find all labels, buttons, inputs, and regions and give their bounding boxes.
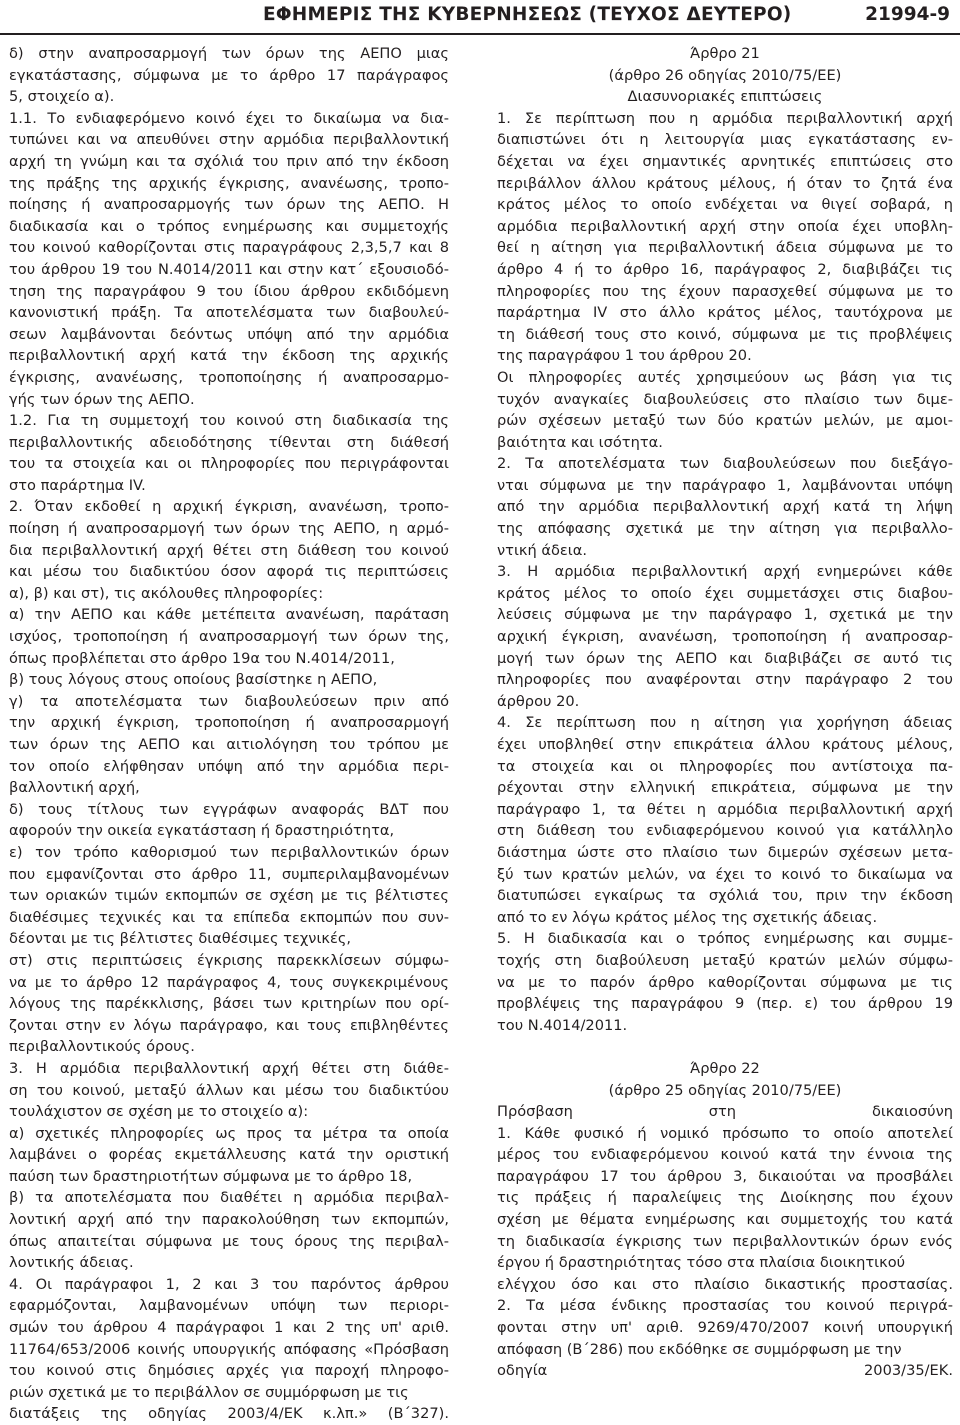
text-line: της απόφασης σχετικά με την αίτηση για περιβαλλο- — [497, 520, 953, 538]
text-line: ση του κοινού, μεταξύ άλλων και μέσω του διαδικτύου — [9, 1081, 449, 1099]
text-line: λεύσεις σύμφωνα με την παράγραφο 1, σχετικά με την — [497, 606, 953, 624]
text-line: τηση της παραγράφου 9 του ίδιου άρθρου εκδιδόμενη — [9, 282, 449, 300]
text-line: μέρος του ενδιαφερόμενου κοινού κατά την έννοια της — [497, 1146, 953, 1164]
left-text-column — [9, 43, 449, 1425]
text-line: περιβαλλοντικούς όρους. — [9, 1038, 195, 1056]
section-heading-line: Άρθρο 21 — [690, 45, 760, 62]
text-line: θεί η αίτηση για περιβαλλοντική άδεια σύμφωνα με το — [497, 239, 953, 257]
text-line: όπως προβλέπεται στο άρθρο 19α του Ν.4014/2011, — [9, 649, 395, 667]
text-line: στ) στις περιπτώσεις έγκρισης παρεκκλίσεων σύμφω- — [9, 951, 449, 969]
text-line: πληροφορίες που της έχουν παρασχεθεί σύμφωνα με το — [497, 282, 953, 300]
text-line: κανονιστική πράξη. Τα αποτελέσματα των διαβουλεύ- — [9, 304, 449, 322]
header-divider — [0, 33, 960, 35]
text-line: έχει υποβληθεί στην επικράτεια άλλου κράτους μέλους, — [497, 736, 953, 753]
text-line: 2. Τα μέσα ένδικης προστασίας του κοινού περιγρά- — [497, 1297, 953, 1315]
text-line: 1.2. Για τη συμμετοχή του κοινού στη διαδικασία της — [9, 412, 449, 430]
text-line: εγκατάστασης, σύμφωνα με το άρθρο 17 παράγραφος — [9, 66, 449, 84]
text-line: αρχική έγκριση, ανανέωση, τροποποίηση ή αναπροσαρ- — [497, 628, 953, 646]
text-line: οδηγία 2003/35/ΕΚ. — [497, 1362, 953, 1380]
text-line: δ) τους τίτλους των εγγράφων αναφοράς ΒΔΤ που — [9, 800, 449, 818]
text-line: α) σχετικές πληροφορίες ως προς τα μέτρα τα οποία — [9, 1124, 449, 1142]
text-line: λοντικής άδειας. — [9, 1254, 134, 1272]
text-line: διατάξεις της οδηγίας 2003/4/ΕΚ κ.λπ.» (Β΄327). — [9, 1405, 449, 1423]
text-line: 2. Όταν εκδοθεί η αρχική έγκριση, ανανέωση, τροπο- — [9, 498, 449, 516]
text-line: στη διάθεση του ενδιαφερόμενου κοινού για κατάλληλο — [497, 822, 953, 840]
text-line: τοχής στη διαβούλευση μεταξύ κρατών μελών σύμφω- — [497, 951, 953, 969]
text-line: περιβαλλοντικής αδειοδότησης τίθενται στη διάθεσή — [9, 433, 449, 451]
text-line: κράτος μέλος το οποίο ενδέχεται να θιγεί σοβαρά, η — [497, 196, 953, 214]
text-line: άρθρο 4 ή το άρθρο 16, παράγραφος 2, διαβιβάζει τις — [497, 260, 953, 278]
text-line: α) την ΑΕΠΟ και κάθε μετέπειτα ανανέωση, παράταση — [9, 606, 449, 624]
page-header — [0, 0, 960, 38]
section-heading-line: Διασυνοριακές επιπτώσεις — [627, 88, 823, 106]
text-line: λαμβάνει ο φορέας εκμετάλλευσης κατά την οριστική — [9, 1146, 449, 1164]
text-line: 1. Κάθε φυσικό ή νομικό πρόσωπο το οποίο αποτελεί — [497, 1124, 953, 1142]
text-line: ξύ των κρατών μελών, να έχει το κοινό το δικαίωμα να — [497, 865, 953, 883]
text-line: ρών σχέσεων μεταξύ των δύο κρατών μελών, με αμοι- — [497, 412, 953, 430]
text-line: τη διαδικασία έγκρισης των περιβαλλοντικών όρων ενός — [497, 1232, 953, 1250]
text-line: να με το άρθρο 12 παράγραφος 4, τους συγκεκριμένους — [9, 973, 449, 991]
text-line: περιβάλλον άλλου κράτους μέλους, ή όταν το ζητά ένα — [497, 174, 953, 192]
text-line: σμών του άρθρου 4 παράγραφοι 1 και 2 της υπ' αριθ. — [9, 1319, 449, 1337]
text-line: ριών σχετικά με το περιβάλλον σε συμμόρφωση με τις — [9, 1383, 409, 1401]
text-line: των όρων της ΑΕΠΟ και αιτιολόγηση του τρόπου με — [9, 736, 449, 753]
text-line: τον οποίο ελήφθησαν υπόψη από την αρμόδια περι- — [9, 757, 449, 775]
text-line: 3. Η αρμόδια περιβαλλοντική αρχή ενημερώνει κάθε — [497, 563, 953, 581]
text-line: παύση των δραστηριοτήτων σύμφωνα με το άρθρο 18, — [9, 1167, 413, 1185]
text-line: δ) στην αναπροσαρμογή των όρων της ΑΕΠΟ μιας — [9, 45, 449, 62]
text-line: μογή των όρων της ΑΕΠΟ και διαβιβάζει σε αυτό τις — [497, 649, 953, 667]
text-line: βαλλοντική αρχή, — [9, 779, 140, 797]
text-line: ελέγχου όσο και στο πλαίσιο δικαστικής προστασίας. — [497, 1275, 953, 1293]
text-line: του Ν.4014/2011. — [497, 1016, 628, 1034]
text-line: του άρθρου 19 του Ν.4014/2011 και στην κατ΄ εξουσιοδό- — [9, 260, 449, 278]
text-line: του κοινού καθορίζονται στις παραγράφους 2,3,5,7 και 8 — [9, 239, 449, 257]
text-line: αρχή τη γνώμη και τα σχόλιά του πριν από την έκδοση — [9, 152, 449, 170]
text-line: γ) τα αποτελέσματα των διαβουλεύσεων πριν από — [9, 692, 449, 710]
section-heading-line: Άρθρο 22 — [690, 1059, 760, 1077]
text-line: δέχεται να έχει σημαντικές αρνητικές επιπτώσεις στο — [497, 152, 953, 170]
text-line: ντική άδεια. — [497, 541, 587, 559]
text-line: λοντική αρχή από την παρακολούθηση των εκπομπών, — [9, 1211, 449, 1229]
text-line: τη διάθεσή τους στο κοινό, σύμφωνα με τις προβλέψεις — [497, 325, 953, 343]
text-line: παράρτημα IV στο άλλο κράτος μέλος, ταυτόχρονα με — [497, 304, 953, 322]
text-line: του κοινού στις δημόσιες αρχές για παροχή πληροφο- — [9, 1362, 449, 1380]
text-line: διαδικασία και ο τρόπος ενημέρωσης και συμμετοχής — [9, 217, 449, 235]
text-line: άρθρου 20. — [497, 692, 580, 710]
text-line: γής των όρων της ΑΕΠΟ. — [9, 390, 195, 408]
text-line: ζονται στην εν λόγω παράγραφο, και τους επιβληθέντες — [9, 1016, 449, 1034]
text-line: στο παράρτημα IV. — [9, 476, 146, 494]
text-line: από την αρμόδια περιβαλλοντική αρχή κατά τη λήψη — [497, 498, 953, 516]
text-line: τα στοιχεία και οι πληροφορίες που αντίστοιχα πα- — [497, 757, 953, 775]
gazette-title: ΕΦΗΜΕΡΙΣ ΤΗΣ ΚΥΒΕΡΝΗΣΕΩΣ (ΤΕΥΧΟΣ ΔΕΥΤΕΡΟ) — [263, 4, 792, 25]
text-line: αρμόδια περιβαλλοντική αρχή στην οποία έχει υποβλη- — [497, 217, 953, 235]
text-line: να με το παρόν άρθρο καθορίζονται σύμφωνα με τις — [497, 973, 953, 991]
text-line: α), β) και στ), τις ακόλουθες πληροφορίες: — [9, 584, 324, 602]
text-line: διαπιστώνει ότι η λειτουργία μιας εγκατάστασης εν- — [497, 131, 953, 149]
text-line: 11764/653/2006 κοινής υπουργικής απόφασης «Πρόσβαση — [9, 1340, 449, 1358]
text-line: πληροφορίες που αναφέρονται στην παράγραφο 2 του — [497, 671, 953, 689]
text-line: λόγους της παρέκκλισης, βάσει των κριτηρίων που ορί- — [9, 995, 449, 1013]
text-line: 4. Οι παράγραφοι 1, 2 και 3 του παρόντος άρθρου — [9, 1275, 449, 1293]
text-line: 5. Η διαδικασία και ο τρόπος ενημέρωσης και συμμε- — [497, 930, 953, 948]
text-line: ποίηση ή αναπροσαρμογή των όρων της ΑΕΠΟ, η αρμό- — [9, 520, 449, 538]
text-line: ισχύος, τροποποίηση ή αναπροσαρμογή των όρων της, — [9, 628, 449, 646]
text-line: τυχόν αναγκαίες διαβουλεύσεις στο πλαίσιο των διμε- — [497, 390, 953, 408]
text-line: 3. Η αρμόδια περιβαλλοντική αρχή θέτει στη διάθε- — [9, 1059, 449, 1077]
section-heading-line: (άρθρο 25 οδηγίας 2010/75/ΕΕ) — [608, 1081, 842, 1099]
text-line: 5, στοιχείο α). — [9, 88, 115, 106]
text-line: σεων λαμβάνονται δεόντως υπόψη από την αρμόδια — [9, 325, 449, 343]
text-line: Οι πληροφορίες αυτές χρησιμεύουν ως βάση για τις — [497, 368, 953, 386]
text-line: ρέχονται στην ελληνική επικράτεια, σύμφωνα με την — [497, 779, 953, 797]
text-line: δέονται με τις βέλτιστες διαθέσιμες τεχνικές, — [9, 930, 352, 948]
text-line: ε) τον τρόπο καθορισμού των περιβαλλοντικών όρων — [9, 843, 449, 861]
text-line: προβλέψεις της παραγράφου 9 (περ. ε) του άρθρου 19 — [497, 995, 953, 1013]
text-line: περιβαλλοντική αρχή κατά την έκδοση της αρχικής — [9, 347, 449, 365]
text-line: κράτος μέλος το οποίο έχει συμμετάσχει στις διαβου- — [497, 584, 953, 602]
text-line: της παραγράφου 1 του άρθρου 20. — [497, 347, 752, 365]
text-line: φονται στην υπ' αριθ. 9269/470/2007 κοινή υπουργική — [497, 1319, 953, 1337]
text-line: αφορούν την οικεία εγκατάσταση ή δραστηριότητα, — [9, 822, 395, 840]
text-line: έργου ή δραστηριότητας τόσο στα πλαίσια διοικητικού — [497, 1254, 906, 1272]
text-line: βαιότητα και ισότητα. — [497, 433, 663, 451]
text-line: διαθέσιμες τεχνικές και τα επίπεδα εκπομπών που συν- — [9, 908, 449, 926]
text-line: β) τους λόγους στους οποίους βασίστηκε η ΑΕΠΟ, — [9, 671, 378, 689]
text-line: β) τα αποτελέσματα που διαθέτει η αρμόδια περιβαλ- — [9, 1189, 449, 1207]
text-line: τουλάχιστον σε σχέση με το στοιχείο α): — [9, 1103, 309, 1121]
text-line: σχέση με θέματα ενημέρωσης και συμμετοχής του κατά — [497, 1211, 953, 1229]
text-line: απόφαση (Β΄286) που εκδόθηκε σε συμμόρφωση με την — [497, 1340, 902, 1358]
text-line: του τα στοιχεία και οι πληροφορίες που περιγράφονται — [9, 455, 449, 473]
text-line: παραγράφου 17 του άρθρου 3, δικαιούται να προσβάλει — [497, 1167, 953, 1185]
section-heading-line — [497, 1036, 953, 1058]
text-line: όπως απαιτείται σύμφωνα με τους όρους της περιβαλ- — [9, 1232, 449, 1250]
text-line: 1.1. Το ενδιαφερόμενο κοινό έχει το δικαίωμα να δια- — [9, 109, 449, 127]
text-line: Πρόσβαση στη δικαιοσύνη — [497, 1103, 953, 1121]
text-line: την αρχική έγκριση, τροποποίηση ή αναπροσαρμογή — [9, 714, 449, 732]
text-line: 1. Σε περίπτωση που η αρμόδια περιβαλλοντική αρχή — [497, 109, 953, 127]
right-text-column — [497, 43, 953, 1382]
text-line: εφαρμόζονται, λαμβανομένων υπόψη των περιορι- — [9, 1297, 449, 1315]
text-line: παράγραφο 1, τα θέτει η αρμόδια περιβαλλοντική αρχή — [497, 800, 953, 818]
text-line: τυπώνει και να απευθύνει στην αρμόδια περιβαλλοντική — [9, 131, 449, 149]
text-line: ποίησης ή αναπροσαρμογής των όρων της ΑΕΠΟ. Η — [9, 196, 449, 214]
text-line: 2. Τα αποτελέσματα των διαβουλεύσεων που διεξάγο- — [497, 455, 953, 473]
page-number: 21994-9 — [865, 4, 950, 25]
text-line: και μέσω του διαδικτύου όσον αφορά τις περιπτώσεις — [9, 563, 449, 581]
text-line: που εμφανίζονται στο άρθρο 11, συμπεριλαμβανομένων — [9, 865, 449, 883]
text-line: από το εν λόγω κράτος μέλος της σχετικής άδειας. — [497, 908, 878, 926]
text-line: δια περιβαλλοντική αρχή θέτει στη διάθεση του κοινού — [9, 541, 449, 559]
text-line: 4. Σε περίπτωση που η αίτηση για χορήγηση άδειας — [497, 714, 953, 732]
text-line: διατυπώσει εγκαίρως τα σχόλιά του, πριν την έκδοση — [497, 887, 953, 905]
text-line: των οριακών τιμών εκπομπών σε σχέση με τις βέλτιστες — [9, 887, 449, 905]
section-heading-line: (άρθρο 26 οδηγίας 2010/75/ΕΕ) — [608, 66, 842, 84]
text-line: της πράξης της αρχικής έγκρισης, ανανέωσης, τροπο- — [9, 174, 449, 192]
text-line: έγκρισης, ανανέωσης, τροποποίησης ή αναπροσαρμο- — [9, 368, 449, 386]
text-line: νται σύμφωνα με την παράγραφο 1, λαμβάνονται υπόψη — [497, 476, 953, 494]
text-line: διάστημα ώστε στο πλαίσιο των διμερών σχέσεων μετα- — [497, 843, 953, 861]
text-line: τις πράξεις ή παραλείψεις της Διοίκησης που έχουν — [497, 1189, 953, 1207]
